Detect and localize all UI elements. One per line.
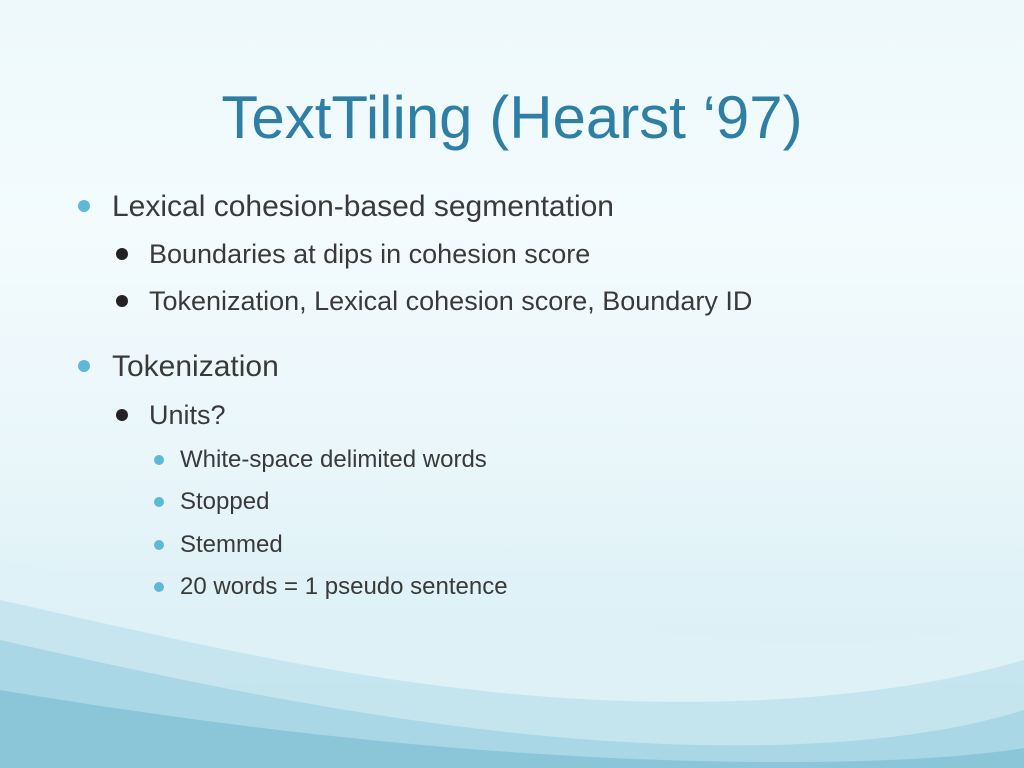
bullet-dot [116, 295, 128, 307]
bullet-dot [116, 248, 128, 260]
bullet-dot [78, 200, 90, 212]
bullet-text: Lexical cohesion-based segmentation [112, 190, 614, 223]
bullet-item [112, 349, 279, 385]
bullet-dot [154, 540, 164, 550]
bullet-dot [78, 360, 90, 372]
slide-title: TextTiling (Hearst ‘97) [221, 84, 803, 151]
bullet-item [180, 487, 269, 517]
bullet-text: Stopped [180, 488, 270, 515]
bullet-text: Units? [149, 400, 226, 430]
bullet-text: Tokenization [112, 350, 279, 383]
bullet-text: Stemmed [180, 531, 283, 558]
bullet-item [180, 445, 487, 475]
bullet-dot [154, 582, 164, 592]
bullet-text: 20 words = 1 pseudo sentence [180, 573, 508, 600]
bullet-item [149, 285, 752, 317]
bullet-dot [116, 409, 128, 421]
bullet-text: Tokenization, Lexical cohesion score, Boundary ID [149, 286, 753, 316]
bullet-dot [154, 455, 164, 465]
bullet-item [180, 530, 283, 560]
bullet-dot [154, 497, 164, 507]
bullet-item [180, 572, 508, 602]
bullet-text: White-space delimited words [180, 446, 487, 473]
bullet-item [149, 238, 590, 270]
bullet-item [112, 189, 614, 225]
bullet-text: Boundaries at dips in cohesion score [149, 239, 591, 269]
bullet-item [149, 399, 226, 431]
